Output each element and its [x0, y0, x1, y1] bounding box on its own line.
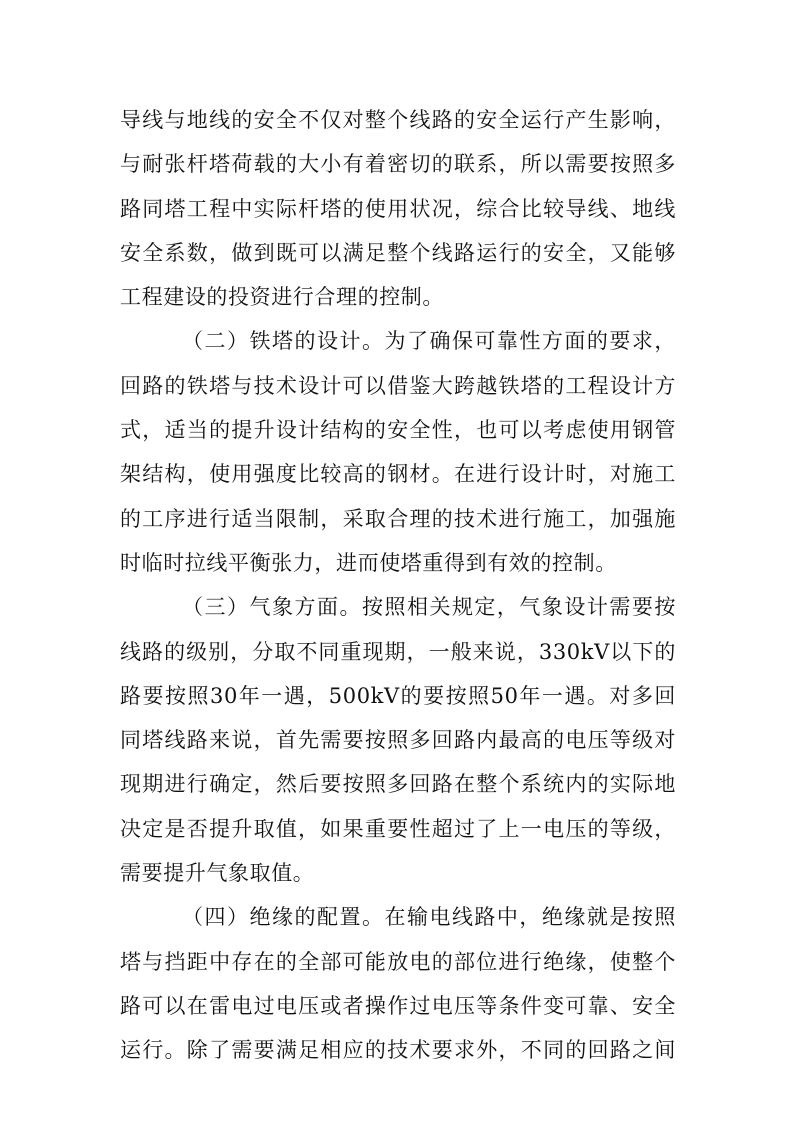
paragraph-4-line-1: （四）绝缘的配置。在输电线路中，绝缘就是按照: [182, 905, 676, 930]
paragraph-3-line-5: 现期进行确定，然后要按照多回路在整个系统内的实际地: [120, 772, 676, 797]
paragraph-3-line-6: 决定是否提升取值，如果重要性超过了上一电压的等级，: [120, 816, 676, 841]
paragraph-2-line-1: （二）铁塔的设计。为了确保可靠性方面的要求，: [182, 329, 676, 354]
paragraph-1-line-2: 与耐张杆塔荷载的大小有着密切的联系，所以需要按照多: [120, 152, 676, 177]
paragraph-1-line-3: 路同塔工程中实际杆塔的使用状况，综合比较导线、地线: [120, 196, 676, 221]
paragraph-1-line-5: 工程建设的投资进行合理的控制。: [120, 285, 444, 310]
paragraph-3-line-4: 同塔线路来说，首先需要按照多回路内最高的电压等级对: [120, 728, 676, 753]
paragraph-1-line-1: 导线与地线的安全不仅对整个线路的安全运行产生影响，: [120, 108, 676, 132]
paragraph-4-line-4: 运行。除了需要满足相应的技术要求外，不同的回路之间: [120, 1038, 676, 1063]
paragraph-2-line-5: 的工序进行适当限制，采取合理的技术进行施工，加强施: [120, 506, 676, 531]
paragraph-2-line-4: 架结构，使用强度比较高的钢材。在进行设计时，对施工: [120, 462, 676, 487]
paragraph-4-line-2: 塔与挡距中存在的全部可能放电的部位进行绝缘，使整个: [120, 949, 676, 974]
document-body: [120, 98, 676, 1073]
paragraph-2-line-3: 式，适当的提升设计结构的安全性，也可以考虑使用钢管: [120, 418, 676, 443]
paragraph-4-line-3: 路可以在雷电过电压或者操作过电压等条件变可靠、安全: [120, 993, 676, 1018]
paragraph-2-line-2: 回路的铁塔与技术设计可以借鉴大跨越铁塔的工程设计方: [120, 373, 676, 398]
paragraph-3-line-1: （三）气象方面。按照相关规定，气象设计需要按: [182, 595, 676, 620]
paragraph-3-line-3: 路要按照30年一遇，500kV的要按照50年一遇。对多回: [120, 683, 676, 708]
paragraph-2-line-6: 时临时拉线平衡张力，进而使塔重得到有效的控制。: [120, 550, 617, 575]
paragraph-3-line-2: 线路的级别，分取不同重现期，一般来说，330kV以下的: [120, 639, 676, 664]
paragraph-1-line-4: 安全系数，做到既可以满足整个线路运行的安全，又能够: [120, 240, 676, 265]
paragraph-3-line-7: 需要提升气象取值。: [120, 861, 315, 886]
